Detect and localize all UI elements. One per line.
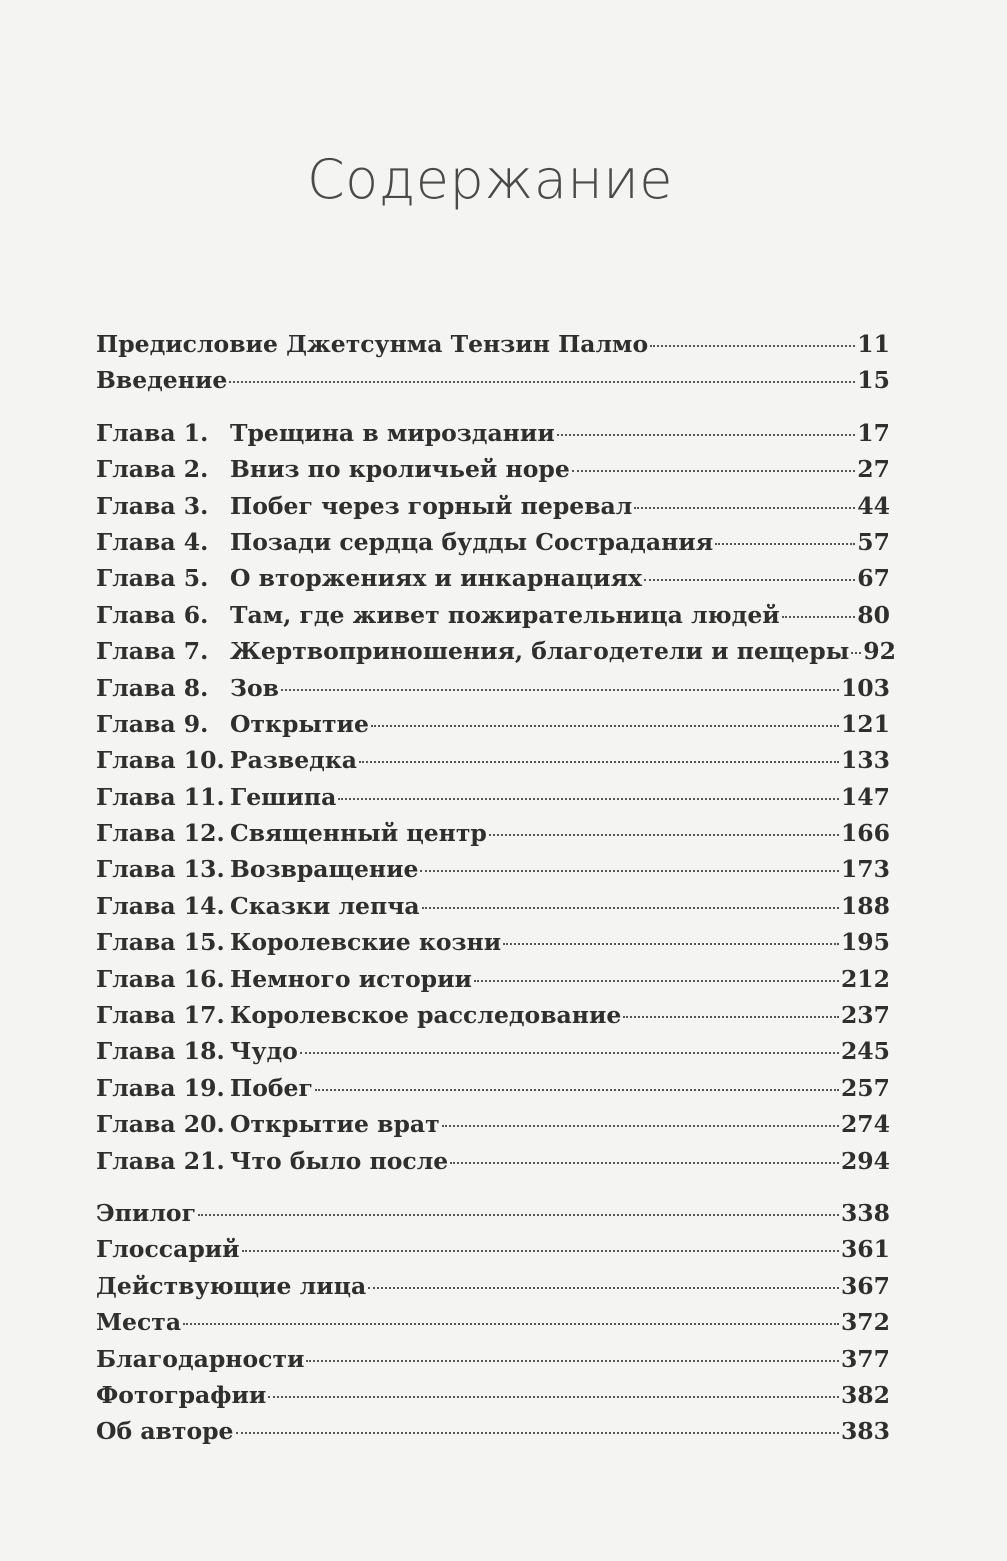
toc-entry-chapter[interactable] [96,601,890,637]
chapter-label: Глава 5. [96,564,209,593]
chapter-label: Глава 17. [96,1001,225,1030]
entry-title: Что было после [230,1146,449,1175]
entry-title: Зов [230,673,279,702]
page-number: 382 [840,1380,890,1409]
entry-title: Предисловие Джетсунма Тензин Палмо [96,330,649,358]
page-number: 80 [857,600,890,629]
page-number: 257 [840,1073,890,1102]
page-number: 372 [840,1308,890,1337]
dot-leader [306,1360,838,1362]
chapter-label: Глава 7. [96,637,209,666]
toc-entry-chapter[interactable] [96,819,890,855]
toc-entry-chapter[interactable] [96,419,890,455]
chapter-label: Глава 12. [96,819,225,848]
dot-leader [489,834,839,836]
toc-entry-chapter[interactable] [96,1110,890,1146]
chapter-label: Глава 1. [96,418,209,447]
chapter-label: Глава 21. [96,1146,225,1175]
toc-entry-chapter[interactable] [96,710,890,746]
entry-title: Возвращение [230,855,419,884]
chapter-label: Глава 8. [96,673,209,702]
chapter-label: Глава 15. [96,928,225,957]
toc-entry-back[interactable] [96,1308,890,1344]
toc-entry-chapter[interactable] [96,928,890,964]
intro-section [96,330,890,403]
chapter-label: Глава 9. [96,709,209,738]
chapter-label: Глава 18. [96,1037,225,1066]
backmatter-section [96,1199,890,1454]
toc-entry-front[interactable] [96,366,890,402]
chapter-label: Глава 10. [96,746,225,775]
toc-entry-chapter[interactable] [96,1037,890,1073]
dot-leader [623,1016,839,1018]
entry-title: Побег через горный перевал [230,491,633,520]
chapter-label: Глава 11. [96,782,225,811]
toc-entry-back[interactable] [96,1345,890,1381]
entry-title: Там, где живет пожирательница людей [230,600,780,629]
dot-leader [422,907,839,909]
dot-leader [851,652,861,654]
page-number: 67 [857,564,890,593]
page-number: 11 [857,330,890,358]
entry-title: Королевское расследование [230,1001,622,1030]
page-number: 195 [840,928,890,957]
toc-entry-back[interactable] [96,1272,890,1308]
page-number: 212 [840,964,890,993]
entry-title: О вторжениях и инкарнациях [230,564,642,593]
dot-leader [715,543,855,545]
page-number: 188 [840,891,890,920]
toc-entry-chapter[interactable] [96,528,890,564]
chapter-label: Глава 19. [96,1073,225,1102]
page-number: 173 [840,855,890,884]
entry-title: Немного истории [230,964,472,993]
entry-title: Благодарности [96,1344,305,1373]
dot-leader [236,1432,839,1434]
chapter-label: Глава 20. [96,1110,225,1139]
chapter-label: Глава 13. [96,855,225,884]
dot-leader [242,1250,839,1252]
entry-title: Трещина в мироздании [230,418,555,447]
dot-leader [650,345,855,347]
page-number: 294 [840,1146,890,1175]
toc-entry-back[interactable] [96,1417,890,1453]
toc-entry-front[interactable] [96,330,890,366]
dot-leader [474,980,839,982]
entry-title: Действующие лица [96,1271,367,1300]
entry-title: Открытие врат [230,1110,440,1139]
toc-entry-chapter[interactable] [96,1074,890,1110]
entry-title: Открытие [230,709,369,738]
page-number: 338 [840,1198,890,1227]
chapter-label: Глава 2. [96,455,209,484]
toc-entry-chapter[interactable] [96,855,890,891]
dot-leader [503,943,839,945]
entry-title: Позади сердца будды Сострадания [230,527,714,556]
page-number: 133 [840,746,890,775]
page-number: 57 [857,527,890,556]
page-number: 361 [840,1235,890,1264]
toc-entry-chapter[interactable] [96,637,896,673]
dot-leader [442,1125,839,1127]
page-number: 15 [857,366,890,395]
entry-title: Глоссарий [96,1235,240,1264]
dot-leader [183,1323,839,1325]
toc-entry-chapter[interactable] [96,1147,890,1183]
dot-leader [198,1214,839,1216]
entry-title: Священный центр [230,819,487,848]
page-number: 44 [857,491,890,520]
toc-entry-chapter[interactable] [96,455,890,491]
page-number: 92 [863,637,896,666]
dot-leader [315,1089,839,1091]
dot-leader [359,761,839,763]
page-number: 245 [840,1037,890,1066]
dot-leader [557,434,856,436]
page-number: 377 [840,1344,890,1373]
dot-leader [268,1396,839,1398]
page-number: 121 [840,709,890,738]
entry-title: Побег [230,1073,313,1102]
entry-title: Гешипа [230,782,337,811]
page-number: 383 [840,1417,890,1446]
chapter-label: Глава 4. [96,527,209,556]
dot-leader [782,616,856,618]
dot-leader [420,870,838,872]
toc-entry-back[interactable] [96,1235,890,1271]
toc-entry-chapter[interactable] [96,564,890,600]
entry-title: Жертвоприношения, благодетели и пещеры [230,637,850,666]
table-of-contents [96,330,896,1454]
dot-leader [644,579,855,581]
page-number: 103 [840,673,890,702]
toc-entry-chapter[interactable] [96,965,890,1001]
dot-leader [371,725,839,727]
entry-title: Сказки лепча [230,891,420,920]
chapter-label: Глава 14. [96,891,225,920]
entry-title: Фотографии [96,1380,267,1409]
dot-leader [450,1162,839,1164]
dot-leader [281,689,839,691]
dot-leader [300,1052,839,1054]
dot-leader [368,1287,839,1289]
page-number: 147 [840,782,890,811]
dot-leader [229,381,855,383]
page-number: 17 [857,418,890,447]
toc-entry-chapter[interactable] [96,892,890,928]
toc-entry-chapter[interactable] [96,674,890,710]
entry-title: Места [96,1308,182,1337]
dot-leader [572,470,856,472]
entry-title: Королевские козни [230,928,502,957]
chapter-label: Глава 3. [96,491,209,520]
dot-leader [634,507,855,509]
entry-title: Эпилог [96,1198,196,1227]
entry-title: Разведка [230,746,358,775]
dot-leader [338,798,839,800]
page-number: 166 [840,819,890,848]
page-title: Содержание [306,148,674,211]
toc-entry-chapter[interactable] [96,492,890,528]
entry-title: Введение [96,366,228,395]
toc-entry-back[interactable] [96,1199,890,1235]
entry-title: Вниз по кроличьей норе [230,455,570,484]
toc-entry-chapter[interactable] [96,746,890,782]
chapters-section [96,418,896,1183]
entry-title: Об авторе [96,1417,234,1446]
toc-entry-chapter[interactable] [96,783,890,819]
page-number: 237 [840,1001,890,1030]
chapter-label: Глава 6. [96,600,209,629]
toc-entry-chapter[interactable] [96,1001,890,1037]
toc-entry-back[interactable] [96,1381,890,1417]
chapter-label: Глава 16. [96,964,225,993]
page-number: 27 [857,455,890,484]
page-number: 367 [840,1271,890,1300]
entry-title: Чудо [230,1037,298,1066]
page-number: 274 [840,1110,890,1139]
